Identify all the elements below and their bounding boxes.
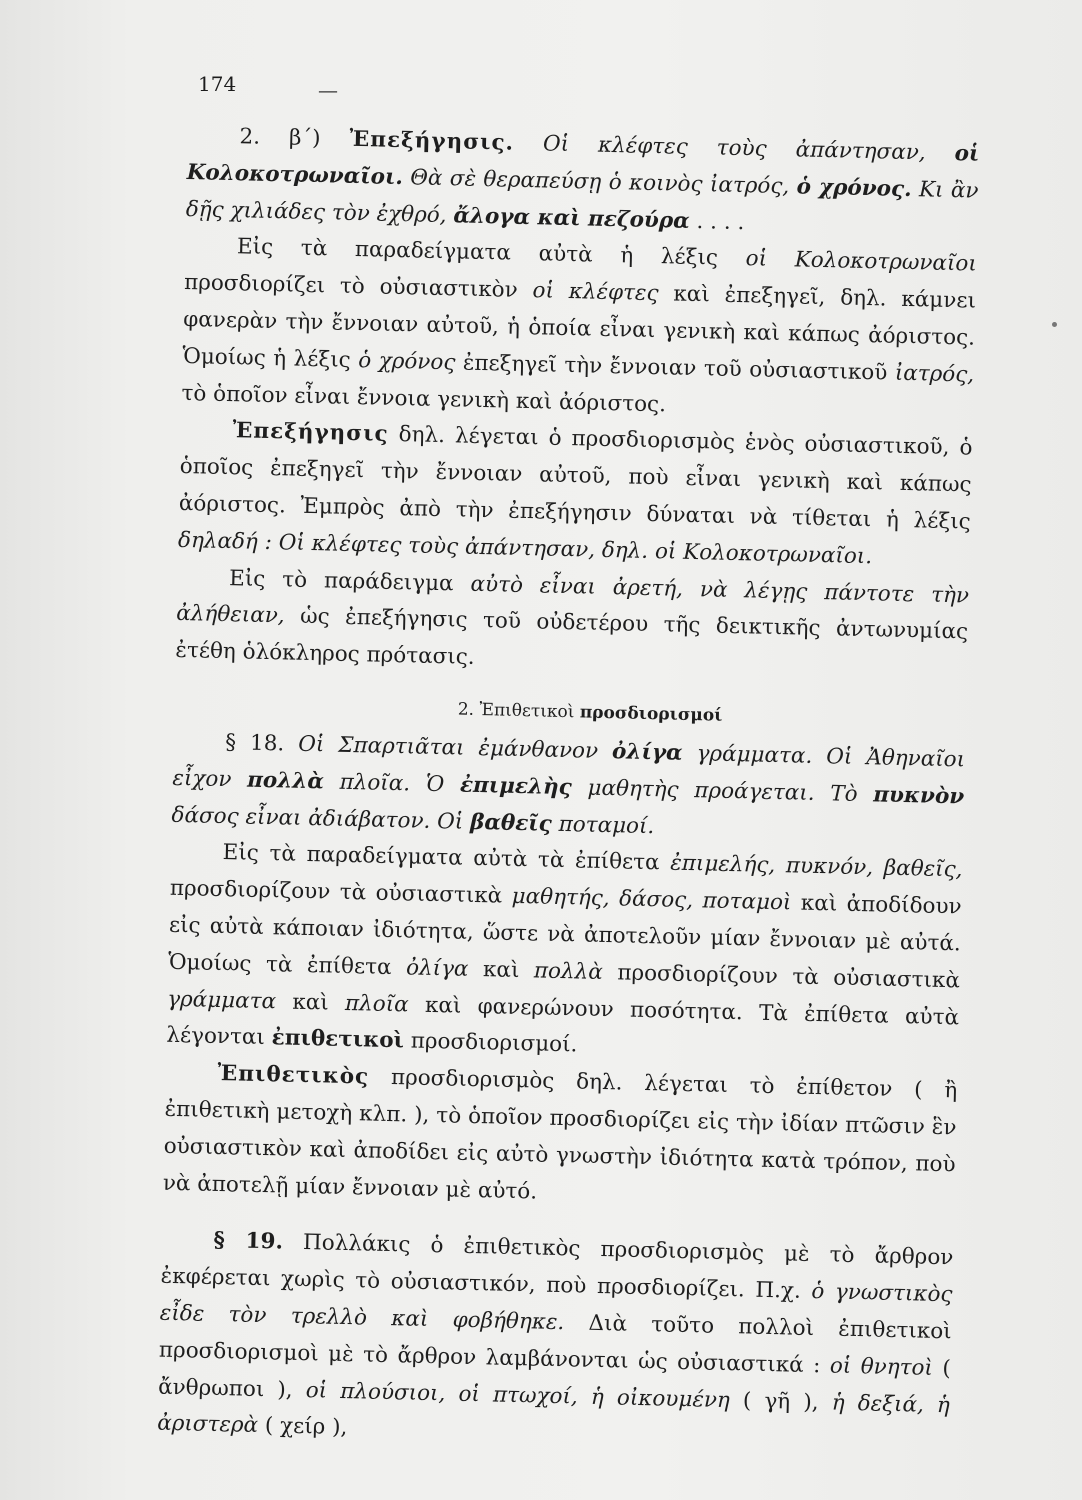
italic-example: ὁ γνωστικὸς εἶδε τὸν τρελλὸ καὶ φοβήθηκε.: [159, 1279, 953, 1336]
body-text-run: ( ἄνθρωποι ),: [157, 1355, 952, 1403]
italic-word: οἱ θνητοὶ: [829, 1353, 934, 1381]
example-text: Κι ἂν δῇς χιλιάδες τὸν ἐχθρό,: [185, 176, 979, 228]
term-attributive: Ἐπιθετικὸς: [217, 1061, 370, 1090]
body-text-run: Πολλάκις ὁ ἐπιθετικὸς προσδιορισμὸς μὲ τὸ ἄρθρον ἐκφέρεται χωρὶς τὸ οὐσιαστικόν, ποὺ προσδιορίζει. Π.χ.: [160, 1229, 954, 1305]
body-text-run: καὶ: [275, 988, 346, 1016]
term-epexegesis: Ἐπεξήγησις.: [349, 126, 515, 156]
paragraph-epexegesis-clause: [175, 559, 969, 688]
italic-word: οἱ κλέφτες: [532, 278, 659, 307]
example-text: πλοῖα. Ὁ: [323, 769, 461, 798]
example-bold: πολλὰ: [246, 767, 325, 795]
example-bold: ἐπιμελὴς: [459, 772, 573, 800]
body-text-run: τὸ ὁποῖον εἶναι ἔννοια γενικὴ καὶ ἀόριστος.: [181, 380, 667, 417]
paragraph-attributive-definition: [162, 1055, 957, 1221]
body-text-run: καὶ ἐπεξηγεῖ, δηλ. κάμνει φανερὰν τὴν ἔννοιαν αὐτοῦ, ἡ ὁποία εἶναι γενικὴ καὶ κάπως ἀόριστος. Ὁμοίως ἡ λέξις: [182, 281, 977, 373]
example-text: Οἱ κλέφτες τοὺς ἀπάντησαν,: [513, 130, 955, 167]
example-bold: οἱ Κολοκοτρωναῖοι.: [186, 141, 980, 190]
italic-word: ἐπιμελής, πυκνόν, βαθεῖς,: [669, 850, 963, 883]
body-text-run: καὶ φανερώνουν ποσότητα. Τὰ ἐπίθετα αὐτὰ λέγονται: [166, 991, 960, 1051]
paragraph-section-18: [171, 724, 965, 853]
example-text: Οἱ Σπαρτιᾶται ἐμάνθανον: [283, 731, 613, 765]
italic-word: ἰατρός,: [894, 360, 975, 388]
body-text-run: ὡς ἐπεξήγησις τοῦ οὐδετέρου τῆς δεικτικῆς ἀντωνυμίας ἐτέθη ὁλόκληρος πρότασις.: [175, 603, 969, 671]
body-text-run: προσδιορίζουν τὰ οὐσιαστικὰ: [602, 959, 961, 994]
body-text-run: δηλ. λέγεται ὁ προσδιορισμὸς ἑνὸς οὐσιαστικοῦ, ὁ ὁποῖος ἐπεξηγεῖ τὴν ἔννοιαν αὐτοῦ, ποὺ εἶναι γενικὴ καὶ κάπως ἀόριστος. Ἐμπρὸς ἀπὸ τὴν ἐπεξήγησιν δύναται νὰ τίθεται ἡ λέξις: [178, 422, 973, 535]
italic-word: οἱ πλούσιοι, οἱ πτωχοί, ἡ οἰκουμένη: [305, 1377, 731, 1413]
example-text: μαθητὴς προάγεται. Τὸ: [571, 774, 874, 808]
italic-word: ἡ δεξιά, ἡ ἀριστερὰ: [156, 1390, 951, 1439]
italic-word: οἱ Κολοκοτρωναῖοι: [745, 246, 978, 278]
section-mark: § 19.: [213, 1228, 284, 1255]
page-top-mark: —: [318, 78, 338, 102]
heading-bold-word: προσδιορισμοί: [579, 702, 723, 726]
italic-word: γράμματα: [166, 986, 277, 1014]
item-number: 2. β΄): [239, 124, 350, 152]
body-text-run: Εἰς τὰ παραδείγματα αὐτὰ ἡ λέξις: [236, 234, 746, 272]
example-text: Θὰ σὲ θεραπεύσῃ ὁ κοινὸς ἰατρός,: [402, 164, 797, 200]
body-text-run: καὶ: [468, 956, 535, 984]
example-bold: βαθεῖς: [469, 809, 553, 837]
heading-number: 2.: [457, 699, 480, 720]
italic-example: Οἱ κλέφτες τοὺς ἀπάντησαν, δηλ. οἱ Κολοκοτρωναῖοι.: [278, 530, 873, 570]
italic-word: ὀλίγα: [405, 955, 469, 982]
italic-word: πλοῖα: [344, 990, 410, 1017]
section-mark: § 18.: [225, 730, 285, 757]
example-bold: ἄλογα καὶ πεζούρα: [453, 202, 690, 234]
italic-word: μαθητής, δάσος, ποταμοὶ: [511, 883, 792, 916]
example-bold: ὁ χρόνος.: [796, 174, 912, 202]
body-text-run: Διὰ τοῦτο πολλοὶ ἐπιθετικοὶ προσδιορισμοὶ μὲ τὸ ἄρθρον λαμβάνονται ὡς οὐσιαστικά :: [158, 1310, 952, 1379]
ellipsis: . . . .: [689, 208, 745, 235]
paragraph-epexegesis-examples: [185, 118, 979, 247]
italic-word: πολλὰ: [533, 958, 604, 985]
body-text-run: ἐπεξηγεῖ τὴν ἔννοιαν τοῦ οὐσιαστικοῦ: [455, 350, 896, 386]
body-text-run: προσδιορίζουν τὰ οὐσιαστικὰ: [169, 875, 512, 909]
example-text: γράμματα. Οἱ Ἀθηναῖοι εἶχον: [172, 740, 966, 793]
paragraph-adjectives-explanation: [166, 834, 963, 1073]
term-epexegesis-definition: Ἐπεξήγησις: [232, 418, 389, 448]
italic-word: ὁ χρόνος: [357, 347, 456, 376]
heading-word: Ἐπιθετικοὶ: [479, 699, 581, 723]
body-text-run: προσδιορισμὸς δηλ. λέγεται τὸ ἐπίθετον ( ἢ ἐπιθετικὴ μετοχὴ κλπ. ), τὸ ὁποῖον προσδιορίζει εἰς τὴν ἰδίαν πτῶσιν ἓν οὐσιαστικὸν καὶ ἀποδίδει εἰς αὐτὸ γνωστὴν ἰδιότητα κατὰ τρόπον, ποὺ νὰ ἀποτελῇ μίαν ἔννοιαν μὲ αὐτό.: [162, 1064, 958, 1205]
italic-example: αὐτὸ εἶναι ἀρετή, νὰ λέγῃς πάντοτε τὴν ἀλήθειαν,: [176, 571, 970, 629]
body-text-run: προσδιορισμοί.: [403, 1028, 578, 1058]
italic-word: δηλαδή :: [177, 527, 273, 555]
body-text-run: Εἰς τὸ παράδειγμα: [228, 565, 471, 597]
body-text-run: καὶ ἀποδίδουν εἰς αὐτὰ κάποιαν ἰδιότητα, ὥστε νὰ ἀποτελοῦν μίαν ἔννοιαν μὲ αὐτά. Ὁμοίως τὰ ἐπίθετα: [167, 890, 962, 981]
body-text: [157, 118, 980, 1461]
example-text: δάσος εἶναι ἀδιάβατον. Οἱ: [171, 802, 471, 835]
example-bold: ὀλίγα: [611, 739, 683, 766]
page-number: 174: [198, 72, 237, 96]
bold-term: ἐπιθετικοὶ: [271, 1025, 405, 1054]
example-text: ποταμοί.: [551, 811, 655, 839]
paragraph-epexegesis-explanation: [181, 228, 977, 431]
body-text-run: προσδιορίζει τὸ οὐσιαστικὸν: [183, 270, 533, 304]
body-text-run: ( χείρ ),: [257, 1413, 348, 1441]
example-bold: πυκνὸν: [873, 782, 965, 810]
body-text-run: ( γῆ ),: [729, 1387, 833, 1416]
paragraph-epexegesis-definition: [178, 412, 973, 578]
body-text-run: Εἰς τὰ παραδείγματα αὐτὰ τὰ ἐπίθετα: [222, 840, 671, 876]
scan-speck: [1052, 322, 1057, 327]
paragraph-section-19: [157, 1222, 954, 1461]
